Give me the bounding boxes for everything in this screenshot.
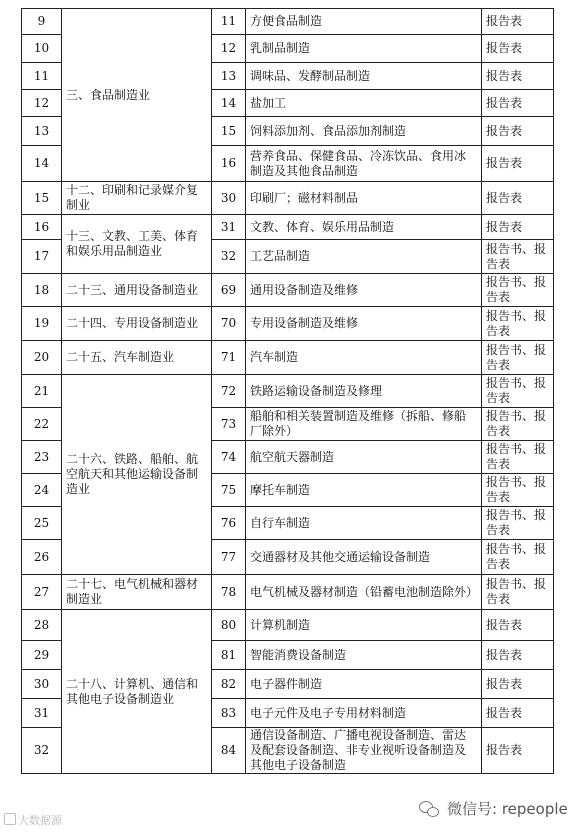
code-cell: 15 [212,117,246,146]
item-name-cell: 电子元件及电子专用材料制造 [246,699,482,728]
category-cell: 二十五、汽车制造业 [62,341,212,375]
item-name-cell: 计算机制造 [246,610,482,641]
category-cell: 二十三、通用设备制造业 [62,274,212,307]
requirement-cell: 报告书、报告表 [482,375,554,408]
requirement-cell: 报告书、报告表 [482,307,554,341]
table-row [22,307,554,341]
category-cell: 十二、印刷和记录媒介复制业 [62,182,212,215]
requirement-cell: 报告书、报告表 [482,575,554,610]
requirement-cell: 报告表 [482,117,554,146]
seq-cell: 24 [22,474,62,507]
seq-cell: 21 [22,375,62,408]
industry-catalog-table [21,8,554,774]
watermark-left-text: 大数据源 [18,814,62,827]
requirement-cell: 报告表 [482,641,554,670]
code-cell: 77 [212,540,246,575]
seq-cell: 13 [22,117,62,146]
requirement-cell: 报告书、报告表 [482,540,554,575]
requirement-cell: 报告表 [482,699,554,728]
table-row [22,274,554,307]
table-row [22,341,554,375]
code-cell: 82 [212,670,246,699]
item-name-cell: 方便食品制造 [246,9,482,35]
watermark-left [4,812,62,828]
seq-cell: 32 [22,728,62,774]
table-row [22,575,554,610]
code-cell: 72 [212,375,246,408]
category-cell: 三、食品制造业 [62,9,212,182]
seq-cell: 23 [22,441,62,474]
item-name-cell: 交通器材及其他交通运输设备制造 [246,540,482,575]
category-cell: 二十七、电气机械和器材制造业 [62,575,212,610]
table-row [22,375,554,408]
seq-cell: 14 [22,146,62,182]
requirement-cell: 报告书、报告表 [482,507,554,540]
item-name-cell: 通信设备制造、广播电视设备制造、雷达及配套设备制造、非专业视听设备制造及其他电子设备制造 [246,728,482,774]
requirement-cell: 报告表 [482,670,554,699]
table-row [22,610,554,641]
requirement-cell: 报告表 [482,728,554,774]
item-name-cell: 电气机械及器材制造（铅蓄电池制造除外） [246,575,482,610]
item-name-cell: 航空航天器制造 [246,441,482,474]
requirement-cell: 报告书、报告表 [482,474,554,507]
code-cell: 31 [212,215,246,240]
code-cell: 71 [212,341,246,375]
item-name-cell: 专用设备制造及维修 [246,307,482,341]
item-name-cell: 调味品、发酵制品制造 [246,63,482,90]
seq-cell: 15 [22,182,62,215]
item-name-cell: 汽车制造 [246,341,482,375]
item-name-cell: 铁路运输设备制造及修理 [246,375,482,408]
requirement-cell: 报告表 [482,182,554,215]
item-name-cell: 印刷厂；磁材料制品 [246,182,482,215]
seq-cell: 10 [22,35,62,63]
seq-cell: 9 [22,9,62,35]
item-name-cell: 智能消费设备制造 [246,641,482,670]
code-cell: 32 [212,240,246,274]
category-cell: 十三、文教、工美、体育和娱乐用品制造业 [62,215,212,274]
seq-cell: 28 [22,610,62,641]
category-cell: 二十六、铁路、船舶、航空航天和其他运输设备制造业 [62,375,212,575]
requirement-cell: 报告表 [482,610,554,641]
requirement-cell: 报告书、报告表 [482,441,554,474]
wechat-icon [419,801,441,817]
seq-cell: 26 [22,540,62,575]
code-cell: 73 [212,408,246,441]
seq-cell: 20 [22,341,62,375]
code-cell: 81 [212,641,246,670]
item-name-cell: 通用设备制造及维修 [246,274,482,307]
item-name-cell: 工艺品制造 [246,240,482,274]
code-cell: 12 [212,35,246,63]
requirement-cell: 报告表 [482,215,554,240]
requirement-cell: 报告书、报告表 [482,341,554,375]
code-cell: 78 [212,575,246,610]
requirement-cell: 报告书、报告表 [482,240,554,274]
seq-cell: 25 [22,507,62,540]
seq-cell: 29 [22,641,62,670]
code-cell: 75 [212,474,246,507]
table-row [22,9,554,35]
seq-cell: 18 [22,274,62,307]
seq-cell: 30 [22,670,62,699]
requirement-cell: 报告书、报告表 [482,408,554,441]
code-cell: 14 [212,90,246,117]
seq-cell: 16 [22,215,62,240]
table-row [22,182,554,215]
source-logo-icon [4,813,16,825]
seq-cell: 31 [22,699,62,728]
item-name-cell: 船舶和相关装置制造及维修（拆船、修船厂除外） [246,408,482,441]
seq-cell: 22 [22,408,62,441]
code-cell: 30 [212,182,246,215]
category-cell: 二十八、计算机、通信和其他电子设备制造业 [62,610,212,774]
requirement-cell: 报告表 [482,90,554,117]
seq-cell: 27 [22,575,62,610]
item-name-cell: 饲料添加剂、食品添加剂制造 [246,117,482,146]
code-cell: 80 [212,610,246,641]
seq-cell: 12 [22,90,62,117]
item-name-cell: 盐加工 [246,90,482,117]
item-name-cell: 乳制品制造 [246,35,482,63]
catalog-body [22,9,554,774]
seq-cell: 11 [22,63,62,90]
code-cell: 84 [212,728,246,774]
requirement-cell: 报告表 [482,146,554,182]
code-cell: 70 [212,307,246,341]
requirement-cell: 报告书、报告表 [482,274,554,307]
watermark-right-text: 微信号: repeople [447,800,568,818]
item-name-cell: 文教、体育、娱乐用品制造 [246,215,482,240]
table-row [22,215,554,240]
code-cell: 74 [212,441,246,474]
item-name-cell: 摩托车制造 [246,474,482,507]
item-name-cell: 电子器件制造 [246,670,482,699]
code-cell: 11 [212,9,246,35]
item-name-cell: 营养食品、保健食品、冷冻饮品、食用冰制造及其他食品制造 [246,146,482,182]
category-cell: 二十四、专用设备制造业 [62,307,212,341]
code-cell: 16 [212,146,246,182]
requirement-cell: 报告表 [482,63,554,90]
requirement-cell: 报告表 [482,35,554,63]
code-cell: 76 [212,507,246,540]
code-cell: 83 [212,699,246,728]
requirement-cell: 报告表 [482,9,554,35]
code-cell: 13 [212,63,246,90]
watermark-right [419,798,568,819]
seq-cell: 17 [22,240,62,274]
item-name-cell: 自行车制造 [246,507,482,540]
code-cell: 69 [212,274,246,307]
seq-cell: 19 [22,307,62,341]
